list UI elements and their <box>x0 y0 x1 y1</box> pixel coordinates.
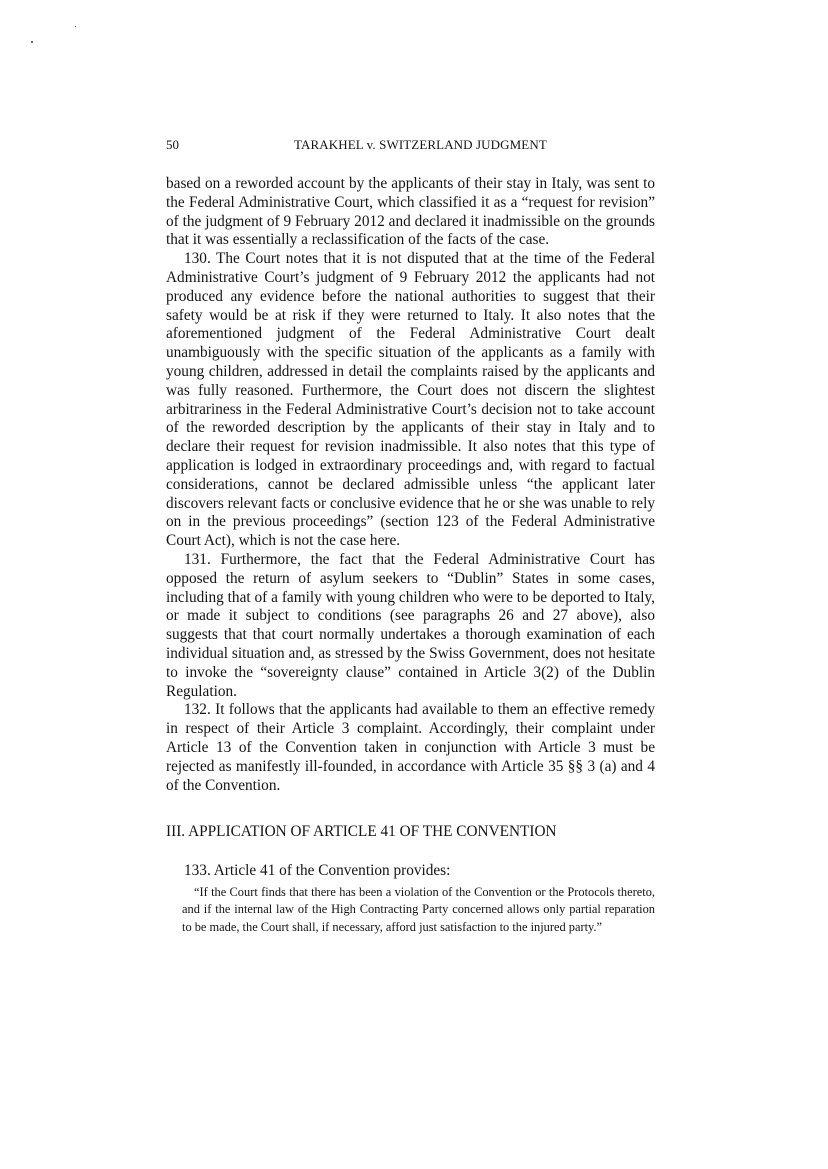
article-41-quote: “If the Court finds that there has been a violation of the Convention or the Protocols thereto, and if the internal law of the High Contracting Party concerned allows only partial reparation to be made, the Court shall, if necessary, afford just satisfaction to the injured party.” <box>182 885 655 934</box>
paragraph-133: 133. Article 41 of the Convention provides: <box>184 862 451 879</box>
paragraph-131: 131. Furthermore, the fact that the Federal Administrative Court has opposed the return of asylum seekers to “Dublin” States in some cases, including that of a family with young children who were to be deported to Italy, or made it subject to conditions (see paragraphs 26 and 27 above), also suggests that that court normally undertakes a thorough examination of each individual situation and, as stressed by the Swiss Government, does not hesitate to invoke the “sovereignty clause” contained in Article 3(2) of the Dublin Regulation. <box>166 550 655 700</box>
paragraph-130: 130. The Court notes that it is not disputed that at the time of the Federal Administrative Court’s judgment of 9 February 2012 the applicants had not produced any evidence before the national authorities to suggest that their safety would be at risk if they were returned to Italy. It also notes that the aforementioned judgment of the Federal Administrative Court dealt unambiguously with the specific situation of the applicants as a family with young children, addressed in detail the complaints raised by the applicants and was fully reasoned. Furthermore, the Court does not discern the slightest arbitrariness in the Federal Administrative Court’s decision not to take account of the reworded description by the applicants of their stay in Italy and to declare their request for revision inadmissible. It also notes that this type of application is lodged in extraordinary proceedings and, with regard to factual considerations, cannot be declared admissible unless “the applicant later discovers relevant facts or conclusive evidence that he or she was unable to rely on in the previous proceedings” (section 123 of the Federal Administrative Court Act), which is not the case here. <box>166 250 655 550</box>
continuation-paragraph: based on a reworded account by the applicants of their stay in Italy, was sent to the Federal Administrative Court, which classified it as a “request for revision” of the judgment of 9 February 2012 and declared it inadmissible on the grounds that it was essentially a reclassification of the facts of the case. <box>166 175 655 249</box>
page-number: 50 <box>166 137 179 152</box>
paragraph-132: 132. It follows that the applicants had available to them an effective remedy in respect of their Article 3 complaint. Accordingly, their complaint under Article 13 of the Convention taken in conjunction with Article 3 must be rejected as manifestly ill-founded, in accordance with Article 35 §§ 3 (a) and 4 of the Convention. <box>166 701 655 794</box>
scan-speck <box>75 26 76 27</box>
section-heading: III. APPLICATION OF ARTICLE 41 OF THE CONVENTION <box>166 823 557 840</box>
running-title: TARAKHEL v. SWITZERLAND JUDGMENT <box>294 137 547 152</box>
scan-speck <box>31 41 33 43</box>
running-header <box>166 136 666 154</box>
body-text <box>166 175 655 795</box>
